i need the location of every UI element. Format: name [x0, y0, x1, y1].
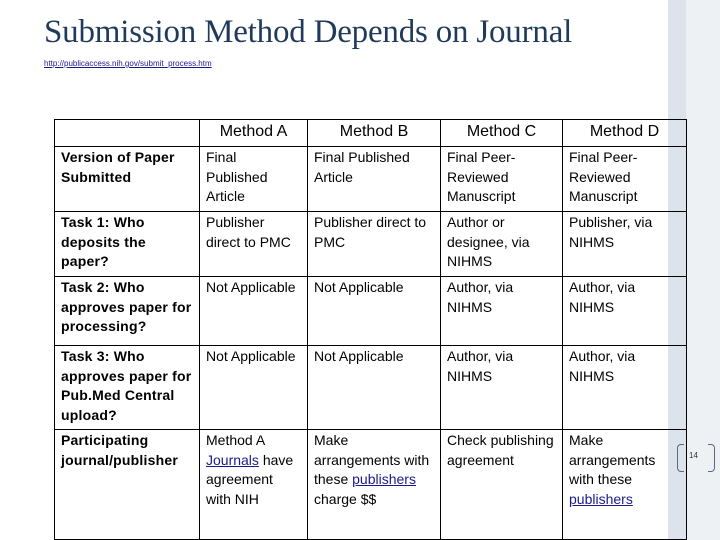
table-cell [563, 430, 687, 540]
table-row [55, 147, 687, 212]
header-method-d: Method D [563, 120, 687, 147]
row-label-version: Version of Paper Submitted [55, 147, 200, 212]
table-cell: Author, via NIHMS [441, 346, 563, 430]
table-row [55, 277, 687, 346]
table-row [55, 346, 687, 430]
left-bracket-icon [677, 444, 684, 472]
table-cell: Author or designee, via NIHMS [441, 212, 563, 277]
header-method-c: Method C [441, 120, 563, 147]
methods-table [54, 119, 687, 540]
table-cell: Final Published Article [200, 147, 308, 212]
method-a-text: Method A [206, 432, 265, 448]
page-number: 14 [689, 451, 698, 460]
method-a-suffix: have agreement with NIH [206, 451, 294, 507]
journals-link[interactable]: Journals [206, 451, 259, 468]
table-cell [200, 430, 308, 540]
header-empty-cell [55, 120, 200, 147]
table-cell: Publisher direct to PMC [308, 212, 441, 277]
table-row [55, 430, 687, 540]
right-bracket-icon [708, 444, 715, 472]
table-header-row [55, 120, 687, 147]
table-cell: Final Published Article [308, 147, 441, 212]
table-cell: Publisher, via NIHMS [563, 212, 687, 277]
table-cell: Not Applicable [308, 346, 441, 430]
table-row [55, 212, 687, 277]
publishers-link-b[interactable]: publishers [352, 471, 416, 487]
row-label-task1: Task 1: Who deposits the paper? [55, 212, 200, 277]
table-cell: Author, via NIHMS [563, 346, 687, 430]
publishers-link-d[interactable]: publishers [569, 490, 633, 507]
table-cell: Check publishing agreement [441, 430, 563, 540]
header-method-b: Method B [308, 120, 441, 147]
row-label-participating: Participating journal/publisher [55, 430, 200, 540]
table-cell [308, 430, 441, 540]
table-cell: Author, via NIHMS [563, 277, 687, 346]
table-cell: Final Peer-Reviewed Manuscript [441, 147, 563, 212]
table-cell: Author, via NIHMS [441, 277, 563, 346]
table-cell: Not Applicable [308, 277, 441, 346]
table-cell: Final Peer-Reviewed Manuscript [563, 147, 687, 212]
table-cell: Not Applicable [200, 277, 308, 346]
method-b-text: Make arrangements with these [314, 432, 430, 487]
slide-title: Submission Method Depends on Journal [44, 14, 573, 50]
table-cell: Publisher direct to PMC [200, 212, 308, 277]
table-cell: Not Applicable [200, 346, 308, 430]
header-method-a: Method A [200, 120, 308, 147]
row-label-task3: Task 3: Who approves paper for Pub.Med Central upload? [55, 346, 200, 430]
page-number-badge [677, 444, 717, 470]
method-b-suffix: charge $$ [314, 490, 377, 507]
row-label-task2: Task 2: Who approves paper for processing? [55, 277, 200, 346]
submit-process-link[interactable]: http://publicaccess.nih.gov/submit_process.htm [44, 59, 212, 68]
method-d-text: Make arrangements with these [569, 432, 656, 487]
